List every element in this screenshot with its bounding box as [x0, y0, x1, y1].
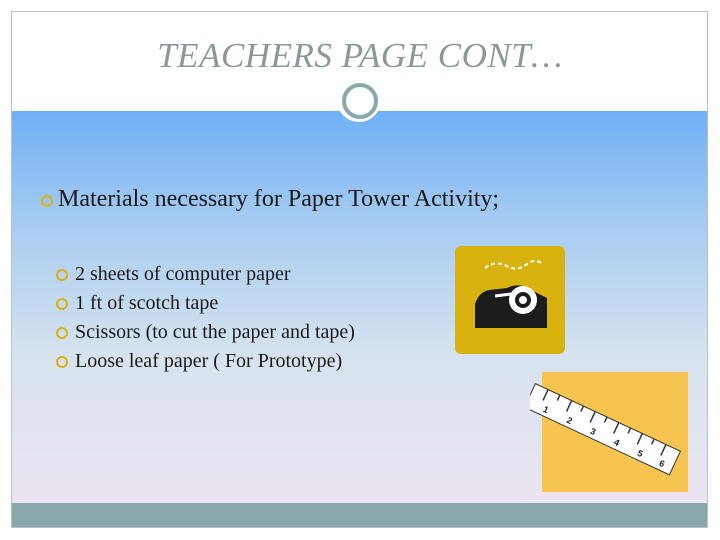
- ring-bullet-icon: [40, 194, 54, 208]
- slide-title: TEACHERS PAGE CONT…: [157, 36, 563, 75]
- slide-footer-bar: [12, 503, 707, 527]
- divider-circle-icon: [342, 83, 378, 119]
- list-item-text: 1 ft of scotch tape: [75, 292, 219, 314]
- list-item-text: Loose leaf paper ( For Prototype): [75, 350, 343, 372]
- ruler-number: 6: [657, 458, 667, 470]
- ring-bullet-icon: [55, 326, 69, 340]
- tape-clipart-box: [455, 246, 565, 354]
- ruler-number: 5: [635, 447, 645, 460]
- ruler-icon: [530, 378, 690, 488]
- ring-bullet-icon: [55, 297, 69, 311]
- ruler-number: 1: [541, 403, 551, 416]
- list-item-text: 2 sheets of computer paper: [75, 263, 291, 285]
- main-bullet: [40, 186, 499, 213]
- tape-dispenser-icon: [455, 246, 565, 354]
- list-item: [55, 318, 355, 347]
- ring-bullet-icon: [55, 268, 69, 282]
- list-item: [55, 347, 355, 376]
- list-item: [55, 260, 355, 289]
- main-bullet-text: Materials necessary for Paper Tower Activity;: [58, 186, 500, 212]
- list-item: [55, 289, 355, 318]
- ruler-number: 4: [612, 436, 622, 449]
- list-item-text: Scissors (to cut the paper and tape): [75, 321, 355, 343]
- ruler-number: 2: [565, 414, 574, 427]
- materials-list: [55, 260, 355, 376]
- ring-bullet-icon: [55, 355, 69, 369]
- ruler-number: 3: [588, 425, 598, 438]
